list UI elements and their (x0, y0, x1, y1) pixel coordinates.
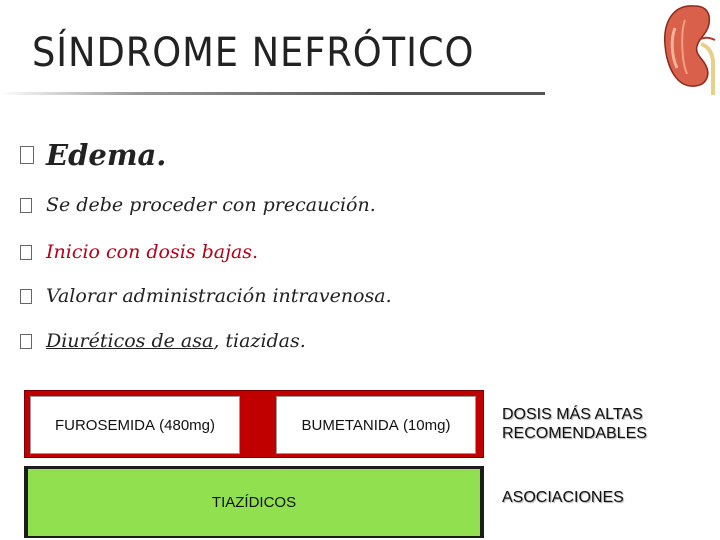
bullet-text: Valorar administración intravenosa. (46, 285, 392, 307)
bullet-item (20, 241, 258, 263)
bullet-text: Inicio con dosis bajas. (46, 241, 259, 263)
square-bullet-icon (20, 146, 34, 164)
bullet-text: Se debe proceder con precaución. (46, 194, 376, 216)
slide-title: SÍNDROME NEFRÓTICO (32, 30, 475, 76)
underlined-term: Diuréticos de asa (46, 330, 214, 352)
associations-label: ASOCIACIONES (502, 489, 624, 506)
label-line: DOSIS MÁS ALTAS (502, 406, 643, 423)
bullet-item (20, 194, 376, 216)
max-dose-label (502, 405, 647, 443)
square-bullet-icon (20, 334, 32, 349)
bullet-item (20, 285, 392, 307)
thiazide-panel (28, 469, 480, 536)
square-bullet-icon (20, 198, 32, 213)
drug-name: BUMETANIDA (301, 416, 399, 434)
square-bullet-icon (20, 245, 32, 260)
drug-dose: (10mg) (402, 416, 451, 434)
furosemide-box (30, 396, 240, 454)
drug-name: FUROSEMIDA (54, 416, 155, 434)
bumetanide-box (276, 396, 476, 454)
square-bullet-icon (20, 289, 32, 304)
bullet-text (46, 330, 306, 352)
label-line: RECOMENDABLES (502, 425, 647, 442)
thiazide-text: TIAZÍDICOS (211, 494, 297, 511)
heading-text: Edema. (46, 138, 167, 172)
bullet-item (20, 330, 306, 352)
kidney-icon (655, 0, 719, 95)
bullet-text-rest: , tiazidas. (213, 330, 306, 352)
drug-dose: (480mg) (159, 416, 216, 434)
title-divider (0, 92, 545, 95)
heading-bullet (20, 138, 166, 172)
